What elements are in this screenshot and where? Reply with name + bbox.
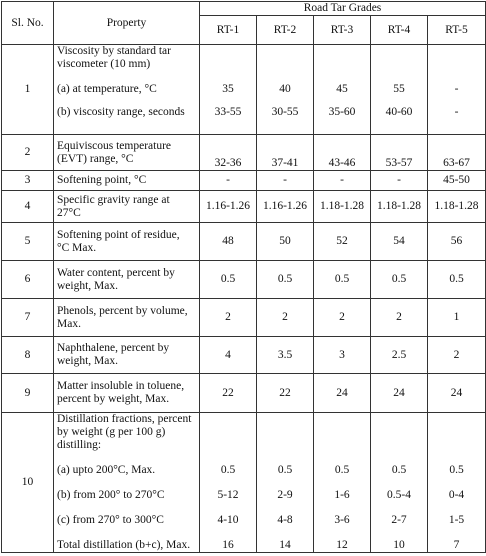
sl-no-cell: 10 <box>2 413 54 553</box>
value-cell: - <box>314 171 371 191</box>
value-cell: 0.5 <box>371 261 428 299</box>
property-line: (b) from 200° to 270°C <box>57 489 165 501</box>
table-row <box>2 413 486 553</box>
value-line: 7 <box>453 539 460 551</box>
value-line: 0.5 <box>391 464 407 476</box>
value-cell <box>257 413 314 553</box>
property-line: Specific gravity range at <box>57 193 170 206</box>
value-line: 0.5 <box>334 464 350 476</box>
property-line: viscometer (10 mm) <box>57 58 151 70</box>
header-road-tar-grades: Road Tar Grades <box>200 2 486 16</box>
value-cell: 32-36 <box>200 135 257 171</box>
value-line: 0.5 <box>277 464 293 476</box>
sl-no-cell: 9 <box>2 374 54 413</box>
value-cell: 3 <box>314 337 371 374</box>
value-cell: - <box>257 171 314 191</box>
value-cell: - <box>371 171 428 191</box>
value-cell: 52 <box>314 223 371 261</box>
value-cell: 48 <box>200 223 257 261</box>
header-grade-rt3: RT-3 <box>314 16 371 45</box>
value-cell <box>257 45 314 135</box>
value-cell: 1.18-1.28 <box>314 191 371 223</box>
property-line: percent by weight, Max. <box>57 393 170 405</box>
value-line: - <box>454 106 459 118</box>
value-cell <box>371 413 428 553</box>
header-grade-rt2: RT-2 <box>257 16 314 45</box>
value-cell: 1.18-1.28 <box>371 191 428 223</box>
sl-no-cell: 4 <box>2 191 54 223</box>
table-row <box>2 135 486 171</box>
property-cell <box>54 337 200 374</box>
property-line: Softening point of residue, <box>57 228 180 241</box>
value-cell: 53-57 <box>371 135 428 171</box>
property-line: Max. <box>57 317 81 330</box>
value-cell: 1.18-1.28 <box>428 191 486 223</box>
property-line: Water content, percent by <box>57 266 175 279</box>
property-cell <box>54 223 200 261</box>
property-cell <box>54 374 200 413</box>
value-line: 0.5-4 <box>387 489 411 501</box>
table-row <box>2 261 486 299</box>
property-line: Total distillation (b+c), Max. <box>57 539 191 551</box>
property-line: Matter insoluble in toluene, <box>57 380 185 392</box>
property-cell <box>54 191 200 223</box>
property-line: by weight (g per 100 g) <box>57 426 166 438</box>
value-line: 1-6 <box>334 489 350 501</box>
value-line: 0-4 <box>448 489 465 501</box>
property-line: Distillation fractions, percent <box>57 413 192 425</box>
property-cell <box>54 135 200 171</box>
value-cell: 50 <box>257 223 314 261</box>
value-cell <box>314 413 371 553</box>
value-cell <box>200 45 257 135</box>
header-grade-rt1: RT-1 <box>200 16 257 45</box>
value-cell: 0.5 <box>314 261 371 299</box>
value-line: 14 <box>279 539 291 551</box>
value-cell: 2 <box>257 299 314 337</box>
value-line: 40-60 <box>385 106 413 118</box>
value-cell: 4 <box>200 337 257 374</box>
value-cell: 22 <box>257 374 314 413</box>
value-line: 1-5 <box>448 514 465 526</box>
table-row <box>2 374 486 413</box>
header-grade-rt5: RT-5 <box>428 16 486 45</box>
sl-no-cell: 2 <box>2 135 54 171</box>
value-cell: 56 <box>428 223 486 261</box>
value-cell: 24 <box>371 374 428 413</box>
value-cell: 43-46 <box>314 135 371 171</box>
value-line: 10 <box>393 539 405 551</box>
value-cell: 54 <box>371 223 428 261</box>
property-line: (a) at temperature, °C <box>57 83 157 95</box>
property-line: weight, Max. <box>57 279 119 292</box>
value-cell: 24 <box>428 374 486 413</box>
value-line: 55 <box>393 83 405 95</box>
property-cell <box>54 299 200 337</box>
value-line: 35 <box>222 83 234 95</box>
value-line: 5-12 <box>217 489 239 501</box>
value-cell: 1.16-1.26 <box>200 191 257 223</box>
value-line: 33-55 <box>214 106 242 118</box>
table-row <box>2 337 486 374</box>
road-tar-grades-table <box>1 1 486 553</box>
value-line: 0.5 <box>449 464 464 476</box>
header-sl-no: Sl. No. <box>2 2 54 45</box>
property-line: Equiviscous temperature <box>57 139 172 152</box>
sl-no-cell: 7 <box>2 299 54 337</box>
property-line: 27°C <box>57 206 81 219</box>
value-line: 12 <box>336 539 348 551</box>
sl-no-cell: 3 <box>2 171 54 191</box>
value-line: 16 <box>222 539 234 551</box>
table-row <box>2 299 486 337</box>
value-cell: 2 <box>371 299 428 337</box>
header-property: Property <box>54 2 200 45</box>
sl-no-cell: 1 <box>2 45 54 135</box>
property-line: Naphthalene, percent by <box>57 342 170 354</box>
table-row <box>2 223 486 261</box>
value-line: 4-10 <box>217 514 239 526</box>
value-cell: 3.5 <box>257 337 314 374</box>
property-line: Phenols, percent by volume, <box>57 304 188 317</box>
value-cell: 2 <box>200 299 257 337</box>
value-cell: 63-67 <box>428 135 486 171</box>
value-line: 35-60 <box>328 106 356 118</box>
value-cell: 24 <box>314 374 371 413</box>
value-cell: 1 <box>428 299 486 337</box>
property-line: °C Max. <box>57 241 97 254</box>
value-line: 0.5 <box>220 464 236 476</box>
value-line: 30-55 <box>271 106 299 118</box>
value-cell: 0.5 <box>257 261 314 299</box>
property-cell <box>54 45 200 135</box>
property-line: Viscosity by standard tar <box>57 45 171 57</box>
table-row <box>2 45 486 135</box>
value-cell: 1.16-1.26 <box>257 191 314 223</box>
property-line: distilling: <box>57 439 102 451</box>
value-line: 40 <box>279 83 291 95</box>
property-line: (b) viscosity range, seconds <box>57 106 185 118</box>
sl-no-cell: 8 <box>2 337 54 374</box>
property-line: (c) from 270° to 300°C <box>57 514 164 526</box>
property-cell <box>54 413 200 553</box>
value-cell: 2 <box>314 299 371 337</box>
table-row <box>2 171 486 191</box>
value-cell <box>371 45 428 135</box>
value-line: 45 <box>336 83 348 95</box>
value-cell: 0.5 <box>428 261 486 299</box>
value-cell <box>428 45 486 135</box>
value-cell: 2.5 <box>371 337 428 374</box>
value-cell: 0.5 <box>200 261 257 299</box>
value-cell: - <box>200 171 257 191</box>
value-line: 3-6 <box>334 514 350 526</box>
value-line: 2-7 <box>391 514 407 526</box>
value-line: - <box>454 83 459 95</box>
value-line: 4-8 <box>277 514 293 526</box>
property-cell: Softening point, °C <box>54 171 200 191</box>
property-line: (a) upto 200°C, Max. <box>57 464 156 476</box>
value-cell <box>428 413 486 553</box>
value-cell <box>200 413 257 553</box>
value-cell: 37-41 <box>257 135 314 171</box>
property-cell <box>54 261 200 299</box>
value-cell: 22 <box>200 374 257 413</box>
value-line: 2-9 <box>277 489 293 501</box>
value-cell: 45-50 <box>428 171 486 191</box>
value-cell: 2 <box>428 337 486 374</box>
sl-no-cell: 6 <box>2 261 54 299</box>
header-grade-rt4: RT-4 <box>371 16 428 45</box>
property-line: weight, Max. <box>57 355 119 367</box>
property-line: (EVT) range, °C <box>57 152 134 165</box>
table-row <box>2 191 486 223</box>
value-cell <box>314 45 371 135</box>
sl-no-cell: 5 <box>2 223 54 261</box>
